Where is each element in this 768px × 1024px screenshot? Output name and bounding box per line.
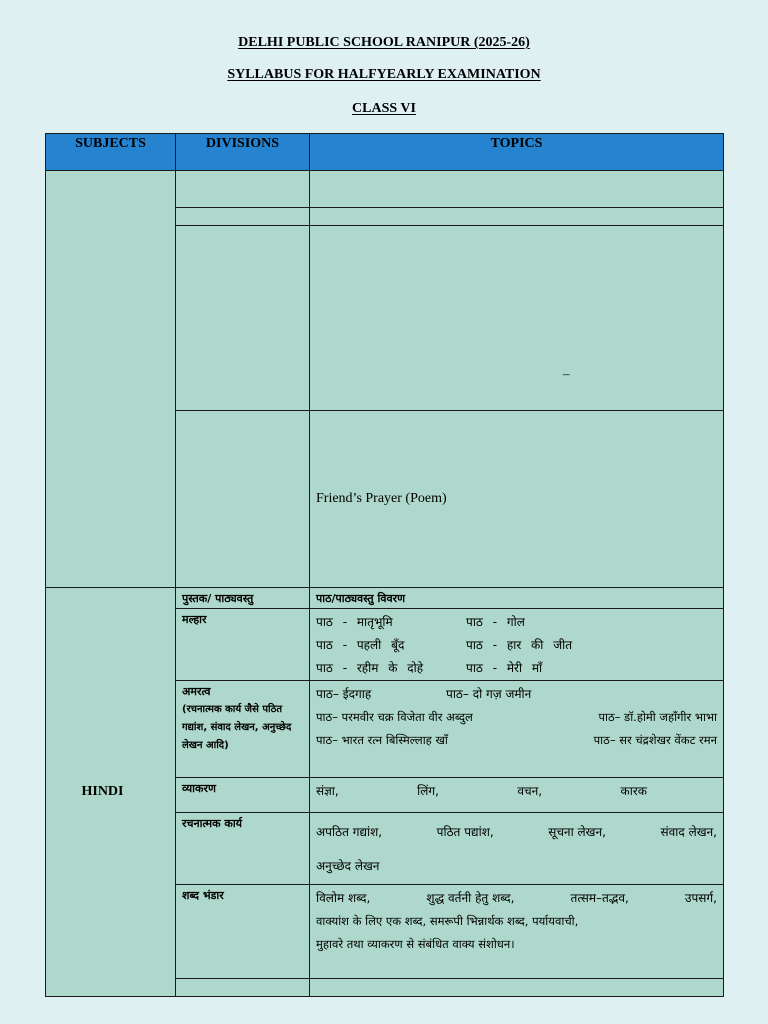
topic-item: अपठित गद्यांश, [316, 825, 383, 839]
division-label: शब्द भंडार [176, 885, 310, 979]
topic-item: पाठ– ईदगाह [316, 687, 372, 701]
subject-cell-english [46, 171, 176, 588]
topic-item: वचन, [517, 784, 543, 798]
school-title: DELHI PUBLIC SCHOOL RANIPUR (2025-26) [238, 35, 530, 50]
exam-title: SYLLABUS FOR HALFYEARLY EXAMINATION [227, 67, 541, 82]
topic-item: पाठ - मेरी माँ [466, 661, 543, 675]
topic-item: पाठ - रहीम के दोहे [316, 661, 424, 675]
syllabus-table [45, 133, 724, 997]
class-title: CLASS VI [352, 101, 416, 116]
topic-item: शुद्ध वर्तनी हेतु शब्द, [426, 891, 515, 905]
topic-item: विलोम शब्द, [316, 891, 371, 905]
division-label: मल्हार [176, 609, 310, 681]
topic-cell [310, 208, 724, 226]
topic-item: लिंग, [417, 784, 439, 798]
topic-cell [310, 885, 724, 979]
table-row [46, 588, 724, 609]
topic-heading: पाठ/पाठ्यवस्तु विवरण [310, 588, 724, 609]
column-header-divisions: DIVISIONS [176, 134, 310, 171]
topic-cell [310, 681, 724, 778]
topic-item: पाठ– भारत रत्न बिस्मिल्लाह खाँ [316, 733, 448, 747]
subject-cell-hindi: HINDI [46, 588, 176, 997]
topic-item: उपसर्ग, [684, 891, 717, 905]
topic-item: पठित पद्यांश, [436, 825, 494, 839]
table-header-row [46, 134, 724, 171]
topic-item: पाठ– डॉ.होमी जहाँगीर भाभा [598, 710, 717, 724]
topic-item: संवाद लेखन, [660, 825, 717, 839]
topic-cell [310, 813, 724, 885]
topic-item: पाठ– सर चंद्रशेखर वेंकट रमन [593, 733, 717, 747]
division-note: (रचनात्मक कार्य जैसे पठित गद्यांश, संवाद लेखन, अनुच्छेद लेखन आदि) [182, 704, 292, 751]
topic-cell [310, 171, 724, 208]
topic-item: वाक्यांश के लिए एक शब्द, समरूपी भिन्नार्थक शब्द, पर्यायवाची, [316, 914, 579, 928]
topic-item: पाठ - हार की जीत [466, 638, 573, 652]
column-header-subjects: SUBJECTS [46, 134, 176, 171]
topic-item: मुहावरे तथा व्याकरण से संबंधित वाक्य संशोधन। [316, 937, 515, 951]
column-header-topics: TOPICS [310, 134, 724, 171]
division-label: रचनात्मक कार्य [176, 813, 310, 885]
topic-item: पाठ - मातृभूमि [316, 615, 393, 629]
topic-item: कारक [620, 784, 647, 798]
topic-item: पाठ– दो गज़ जमीन [446, 687, 532, 701]
table-row [46, 171, 724, 208]
division-label: व्याकरण [176, 778, 310, 813]
topic-cell [310, 226, 724, 411]
division-label: पुस्तक/ पाठ्यवस्तु [176, 588, 310, 609]
topic-cell [310, 609, 724, 681]
topic-item: संज्ञा, [316, 784, 339, 798]
topic-item: पाठ– परमवीर चक्र विजेता वीर अब्दुल [316, 710, 473, 724]
division-cell [176, 208, 310, 226]
topic-item: अनुच्छेद लेखन [316, 859, 380, 873]
topic-item: पाठ - पहली बूँद [316, 638, 405, 652]
topic-poem: Friend’s Prayer (Poem) [310, 411, 724, 588]
topic-item: पाठ - गोल [466, 615, 525, 629]
dash-mark: – [563, 366, 570, 381]
division-cell [176, 681, 310, 778]
division-cell [176, 411, 310, 588]
topic-cell [310, 979, 724, 997]
division-label: अमरत्व [182, 685, 211, 698]
division-cell [176, 979, 310, 997]
topic-cell [310, 778, 724, 813]
division-cell [176, 226, 310, 411]
topic-item: तत्सम–तद्भव, [570, 891, 629, 905]
division-cell [176, 171, 310, 208]
topic-item: सूचना लेखन, [548, 825, 606, 839]
